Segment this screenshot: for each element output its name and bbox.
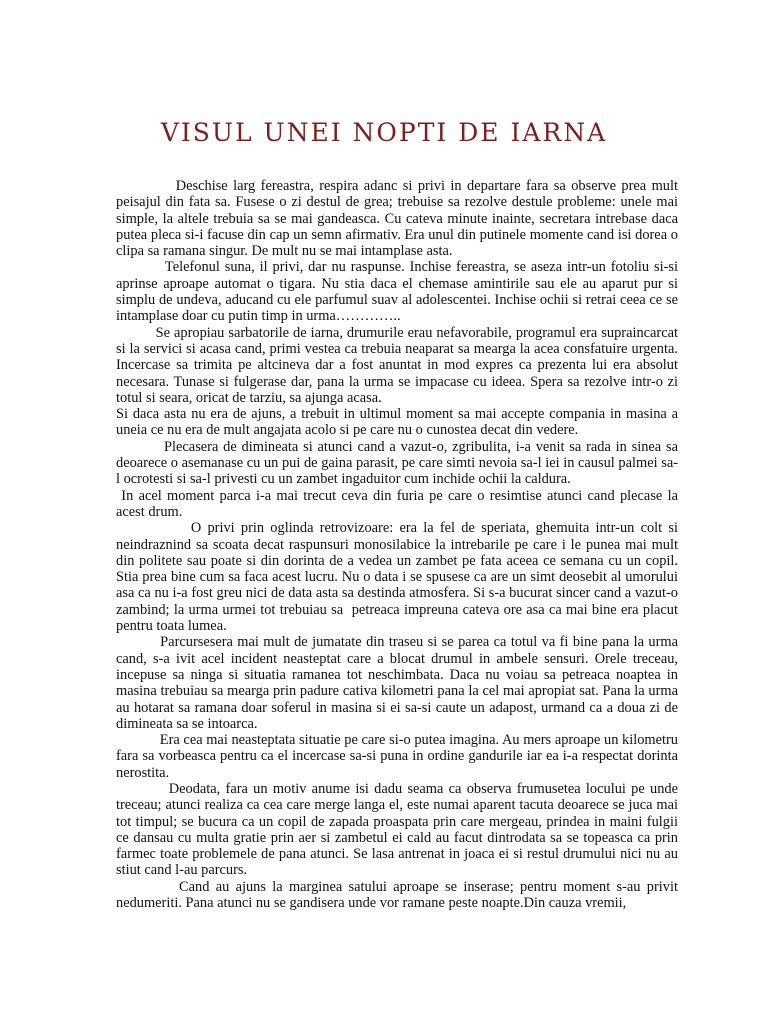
paragraph: Era cea mai neasteptata situatie pe care si-o putea imagina. Au mers aproape un kilometru fara sa vorbeasca pentru ca el incercase sa-si puna in ordine gandurile iar ea i-a respectat dorinta nerostita.: [116, 732, 678, 781]
paragraph: Deschise larg fereastra, respira adanc si privi in departare fara sa observe prea mult peisajul din fata sa. Fusese o zi destul de grea; trebuise sa rezolve destule probleme: unele mai simple, la altele trebuia sa se mai gandeasca. Cu cateva minute inainte, secretara intrebase daca putea pleca si-i facuse din cap un semn afirmativ. Era unul din putinele momente cand isi dorea o clipa sa ramana singur. De mult nu se mai intamplase asta.: [116, 178, 678, 260]
paragraph: Telefonul suna, il privi, dar nu raspunse. Inchise fereastra, se aseza intr-un fotoliu si-si aprinse aproape automat o tigara. Nu stia daca el chemase amintirile sau ele au aparut pur si simplu de undeva, aducand cu ele parfumul suav al adolescentei. Inchise ochii si retrai ceea ce se intamplase doar cu putin timp in urma…………..: [116, 259, 678, 325]
paragraph: O privi prin oglinda retrovizoare: era la fel de speriata, ghemuita intr-un colt si neindraznind sa scoata decat raspunsuri monosilabice la intrebarile pe care i le punea mai mult din politete sau poate si din dorinta de a vedea un zambet pe fata aceea ce semana cu un copil. Stia prea bine cum sa faca acest lucru. Nu o data i se spusese ca are un simt deosebit al umorului asa ca nu i-a fost greu nici de data asta sa destinda atmosfera. Si s-a bucurat sincer cand a vazut-o zambind; la urma urmei tot trebuiau sa petreaca impreuna cateva ore asa ca mai bine era placut pentru toata lumea.: [116, 520, 678, 635]
paragraph: In acel moment parca i-a mai trecut ceva din furia pe care o resimtise atunci cand plecase la acest drum.: [116, 487, 678, 520]
document-title: VISUL UNEI NOPTI DE IARNA: [160, 118, 608, 147]
paragraph: Parcursesera mai mult de jumatate din traseu si se parea ca totul va fi bine pana la urma cand, s-a ivit acel incident neasteptat care a blocat drumul in ambele sensuri. Orele treceau, incepuse sa ninga si situatia ramanea tot neschimbata. Daca nu voiau sa petreaca noaptea in masina trebuiau sa mearga prin padure cativa kilometri pana la cel mai apropiat sat. Pana la urma au hotarat sa ramana doar soferul in masina si ei sa-si caute un adapost, urmand ca a doua zi de dimineata sa se intoarca.: [116, 634, 678, 732]
paragraph: Plecasera de dimineata si atunci cand a vazut-o, zgribulita, i-a venit sa rada in sinea sa deoarece o asemanase cu un pui de gaina parasit, pe care simti nevoia sa-l iei in causul palmei sa-l ocrotesti si sa-l privesti cu un zambet ingaduitor cum inchide ochii la caldura.: [116, 438, 678, 488]
paragraph: Cand au ajuns la marginea satului aproape se inserase; pentru moment s-au privit nedumeriti. Pana atunci nu se gandisera unde vor ramane peste noapte.Din cauza vremii,: [116, 878, 678, 912]
paragraph: Se apropiau sarbatorile de iarna, drumurile erau nefavorabile, programul era supraincarcat si la servici si acasa cand, primi vestea ca trebuia neaparat sa mearga la acea consfatuire urgenta. Incercase sa trimita pe altcineva dar a fost anuntat in mod expres ca prezenta lui era absolut necesara. Tunase si fulgerase dar, pana la urma se impacase cu ideea. Spera sa rezolve intr-o zi totul si seara, oricat de tarziu, sa ajunga acasa.: [116, 324, 678, 406]
paragraph: Deodata, fara un motiv anume isi dadu seama ca observa frumusetea locului pe unde treceau; atunci realiza ca cea care merge langa el, este numai aparent tacuta deoarece se juca mai tot timpul; se bucura ca un copil de zapada proaspata prin care mergeau, prindea in maini fulgii ce dansau cu multa gratie prin aer si zambetul ei cald au facut dintrodata sa se topeasca ca prin farmec toate problemele de pana atunci. Se lasa antrenat in joaca ei si restul drumului nici nu au stiut cand l-au parcurs.: [116, 780, 678, 879]
paragraph: Si daca asta nu era de ajuns, a trebuit in ultimul moment sa mai accepte compania in masina a uneia ce nu era de mult angajata acolo si pe care nu o cunostea decat din vedere.: [116, 406, 678, 439]
document-body: [116, 178, 678, 911]
